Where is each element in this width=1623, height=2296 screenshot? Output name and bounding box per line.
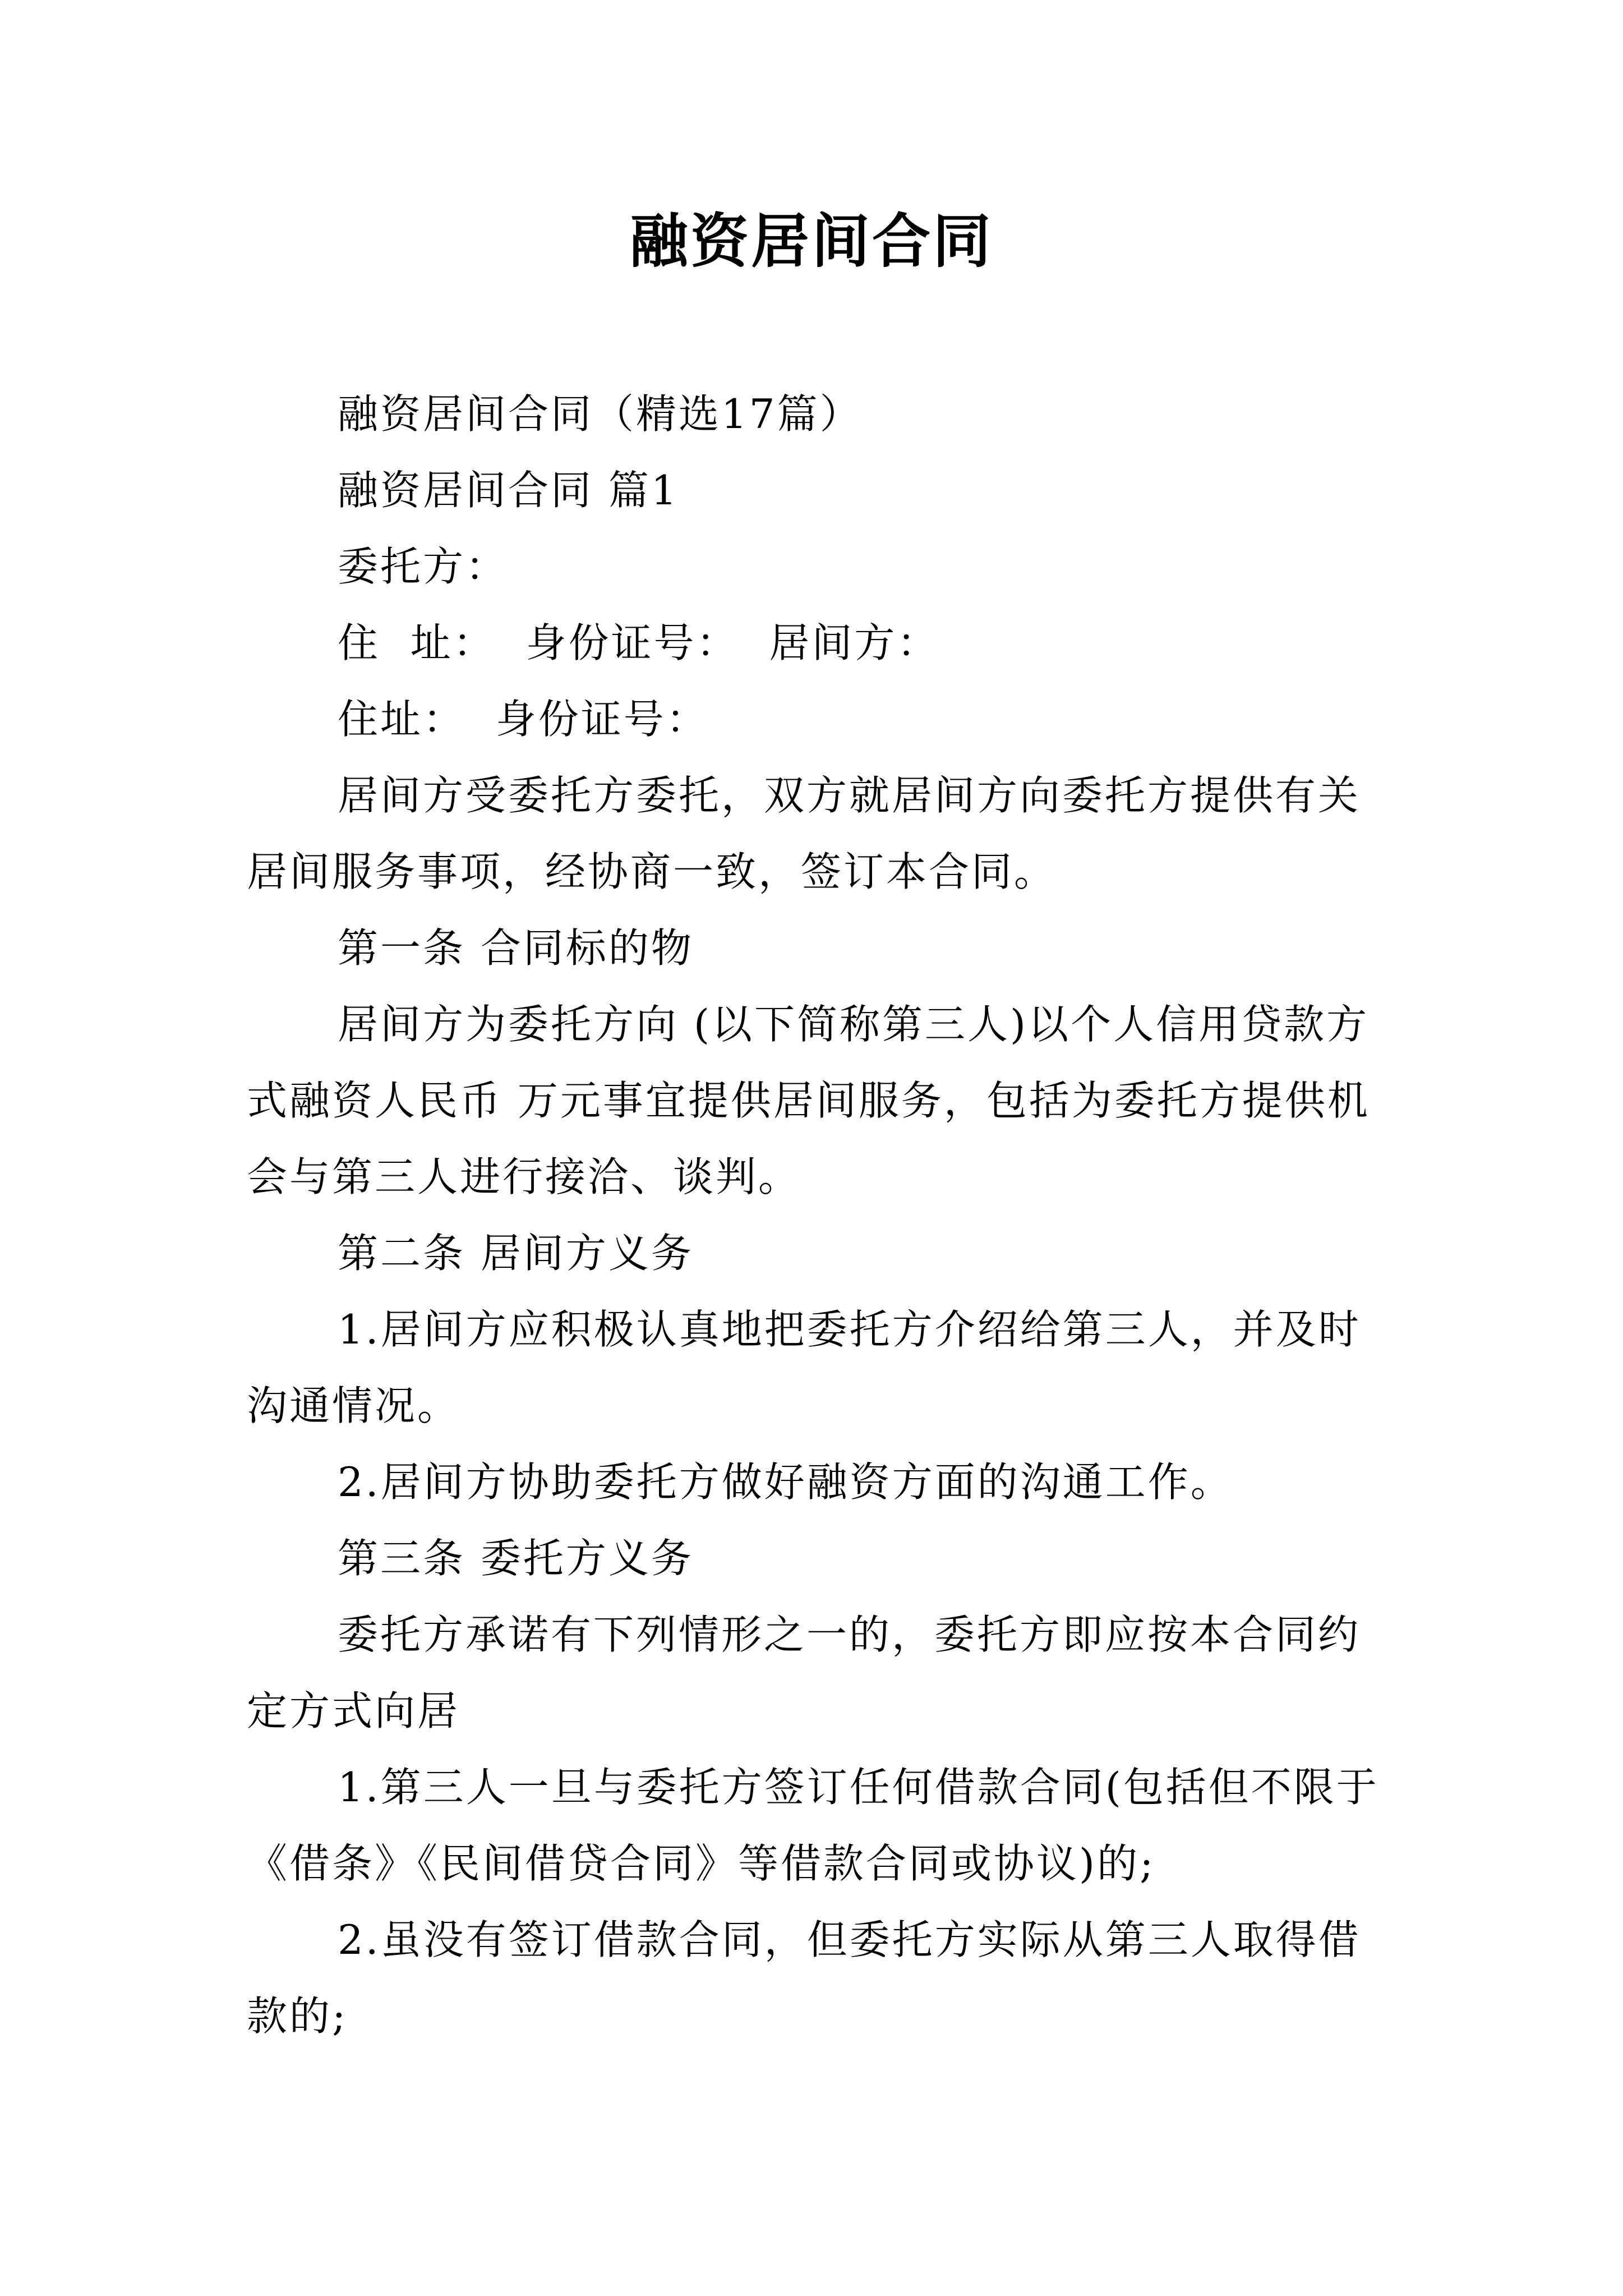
paragraph-preamble: 居间方受委托方委托，双方就居间方向委托方提供有关居间服务事项，经协商一致，签订本合同。 <box>247 772 1361 895</box>
paragraph-clause-2-item-1: 1.居间方应积极认真地把委托方介绍给第三人，并及时沟通情况。 <box>247 1306 1361 1429</box>
paragraph-intermediary-address: 住址： 身份证号： <box>338 696 709 743</box>
paragraph-principal: 委托方： <box>338 543 509 590</box>
paragraph-article-heading: 融资居间合同 篇1 <box>338 467 679 514</box>
paragraph-clause-2-item-2: 2.居间方协助委托方做好融资方面的沟通工作。 <box>338 1458 1233 1506</box>
paragraph-principal-address: 住 址： 身份证号： 居间方： <box>338 619 940 666</box>
paragraph-clause-2-heading: 第二条 居间方义务 <box>338 1230 694 1277</box>
paragraph-clause-1-body: 居间方为委托方向 (以下简称第三人)以个人信用贷款方式融资人民币 万元事宜提供居间服务，包括为委托方提供机会与第三人进行接洽、谈判。 <box>247 1001 1370 1200</box>
paragraph-clause-3-item-2: 2.虽没有签订借款合同，但委托方实际从第三人取得借款的; <box>247 1916 1361 2040</box>
document-title: 融资居间合同 <box>629 206 993 275</box>
paragraph-clause-1-heading: 第一条 合同标的物 <box>338 924 694 972</box>
paragraph-clause-3-item-1: 1.第三人一旦与委托方签订任何借款合同(包括但不限于《借条》《民间借贷合同》等借款合同或协议)的; <box>247 1764 1379 1887</box>
paragraph-clause-3-heading: 第三条 委托方义务 <box>338 1535 694 1582</box>
document-body <box>247 376 1380 2054</box>
paragraph-collection-title: 融资居间合同（精选17篇） <box>338 390 863 438</box>
paragraph-clause-3-intro: 委托方承诺有下列情形之一的，委托方即应按本合同约定方式向居 <box>247 1611 1361 1734</box>
